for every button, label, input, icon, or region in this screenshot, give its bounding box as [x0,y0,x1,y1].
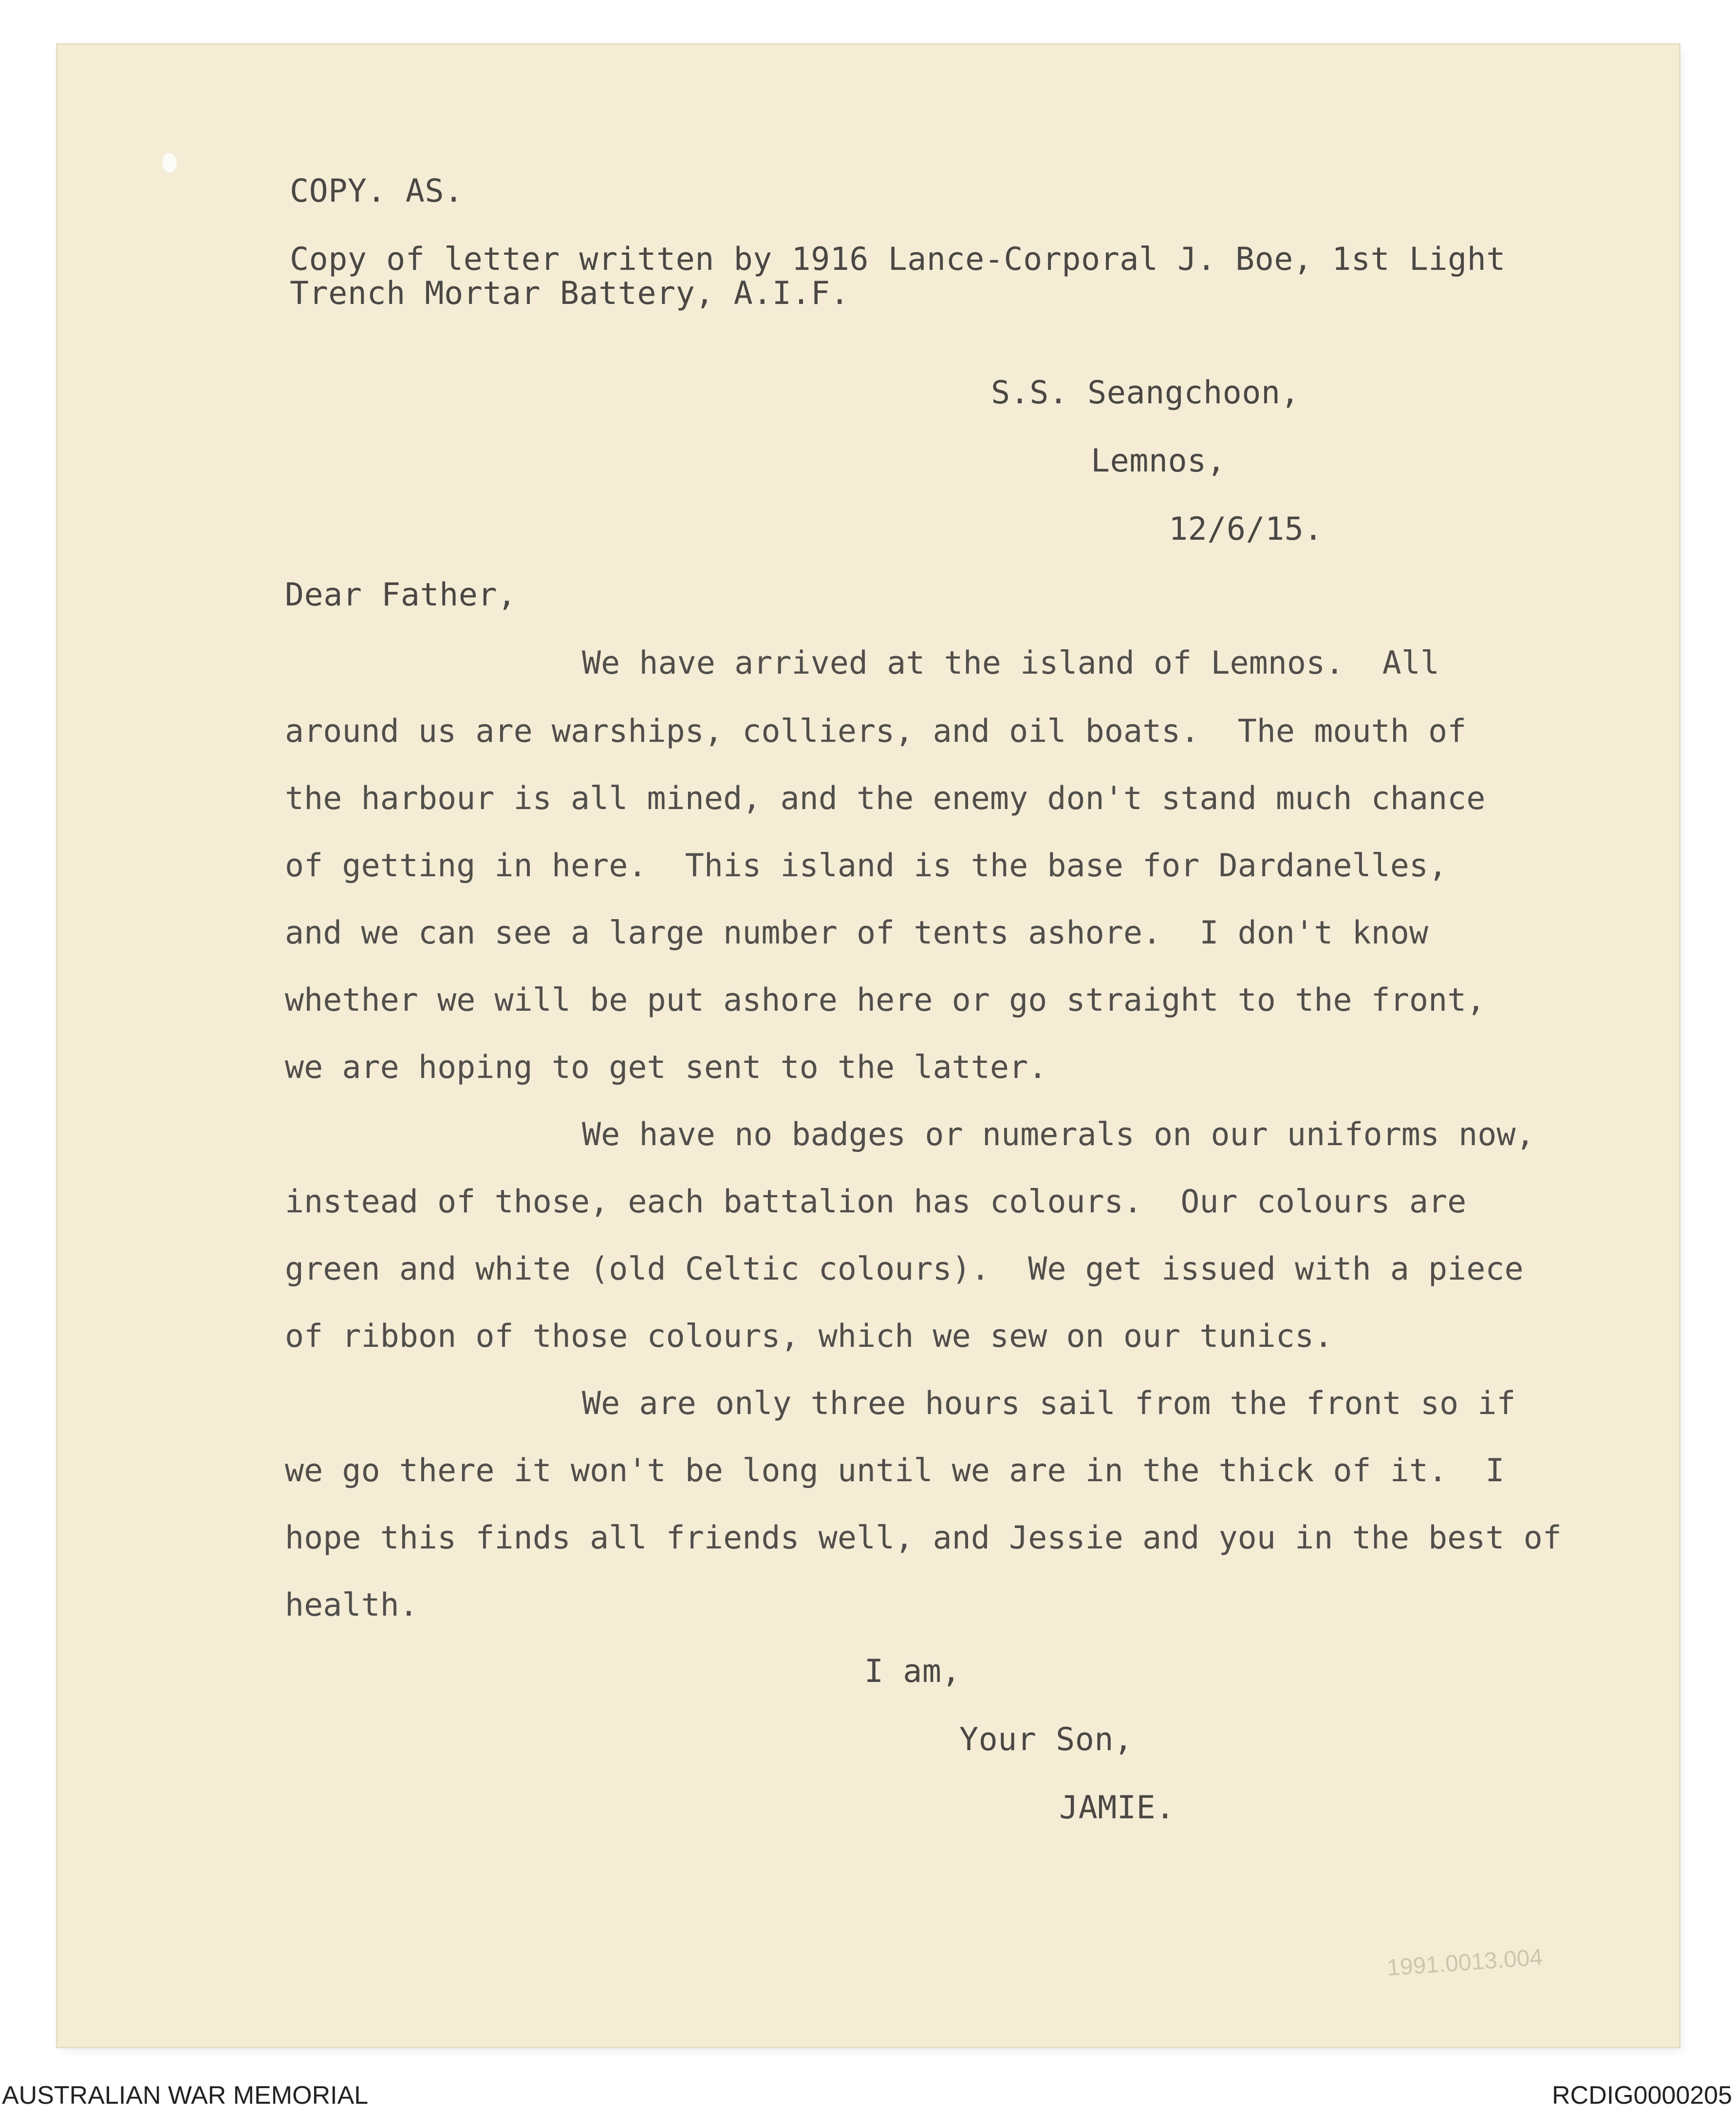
pencil-archive-note: 1991.0013.004 [1386,1944,1544,1981]
letter-body-line: we go there it won't be long until we are in the thick of it. I [285,1453,1505,1489]
closing-line-2: Your Son, [959,1721,1133,1758]
letter-body-line: We have arrived at the island of Lemnos. All [582,645,1439,681]
letter-body-line: whether we will be put ashore here or go straight to the front, [285,982,1486,1019]
letter-body-line: and we can see a large number of tents ashore. I don't know [285,915,1428,951]
letter-body-line: We have no badges or numerals on our uniforms now, [582,1116,1535,1153]
description-line-2: Trench Mortar Battery, A.I.F. [290,275,850,312]
closing-line-1: I am, [864,1653,961,1690]
paper-hole [162,153,177,172]
letter-body-line: green and white (old Celtic colours). We get issued with a piece [285,1251,1524,1287]
address-date: 12/6/15. [1169,511,1324,547]
footer-left: AUSTRALIAN WAR MEMORIAL [2,2081,369,2110]
copy-mark: COPY. AS. [290,173,464,209]
letter-body-line: around us are warships, colliers, and oil boats. The mouth of [285,713,1467,750]
footer-right: RCDIG0000205 [1552,2081,1732,2110]
address-place: Lemnos, [1091,443,1226,479]
letter-body-line: of ribbon of those colours, which we sew on our tunics. [285,1318,1333,1355]
letter-body-line: we are hoping to get sent to the latter. [285,1049,1047,1086]
letter-body-line: of getting in here. This island is the base for Dardanelles, [285,848,1448,884]
signature: JAMIE. [1059,1790,1175,1826]
address-ship: S.S. Seangchoon, [991,375,1300,411]
letter-page [57,45,1679,2047]
letter-body-line: the harbour is all mined, and the enemy don't stand much chance [285,780,1486,817]
letter-body-line: instead of those, each battalion has colours. Our colours are [285,1184,1467,1220]
letter-body-line: health. [285,1587,418,1623]
salutation: Dear Father, [285,577,517,613]
letter-body-line: We are only three hours sail from the front so if [582,1385,1516,1422]
description-line-1: Copy of letter written by 1916 Lance-Corporal J. Boe, 1st Light [290,241,1506,278]
letter-body-line: hope this finds all friends well, and Jessie and you in the best of [285,1520,1562,1556]
